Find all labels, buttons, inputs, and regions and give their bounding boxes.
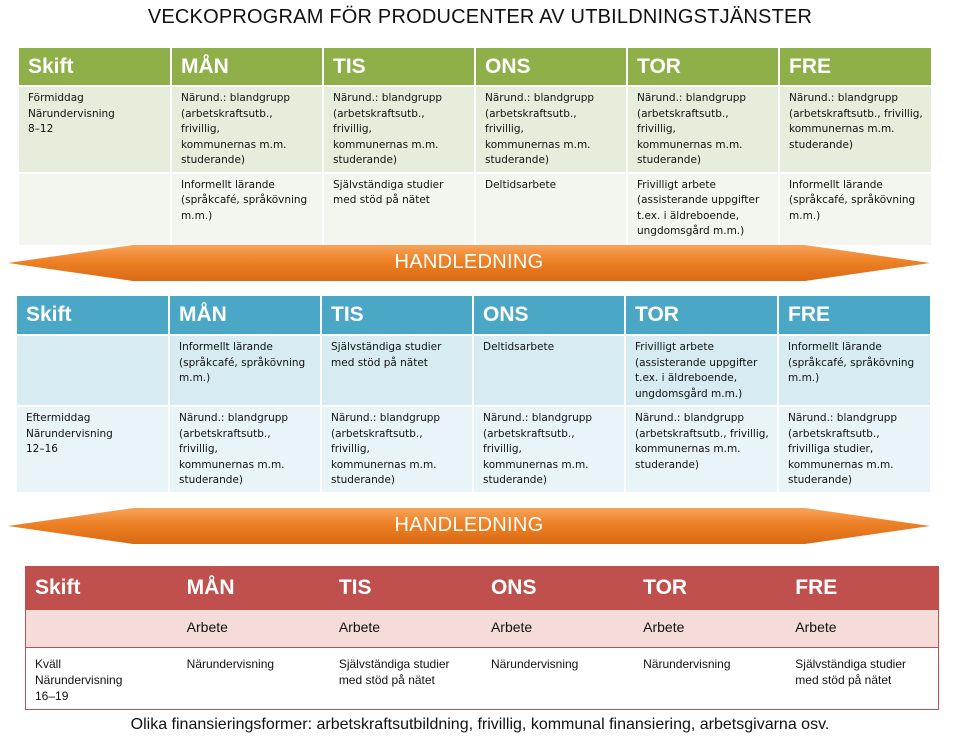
cell-wed: Närundervisning <box>482 648 634 710</box>
shift-label <box>19 173 171 245</box>
header-shift: Skift <box>17 296 169 335</box>
arrow-label: HANDLEDNING <box>394 251 544 273</box>
cell-wed: Närund.: blandgrupp (arbetskraftsutb., frivillig, kommunernas m.m. studerande) <box>475 86 627 173</box>
cell-thu: Frivilligt arbete (assisterande uppgifter t.ex. i äldreboende, ungdomsgård m.m.) <box>627 173 779 245</box>
cell-tue: Självständiga studier med stöd på nätet <box>330 648 482 710</box>
header-wed: ONS <box>475 48 627 86</box>
header-row <box>19 48 932 86</box>
header-thu: TOR <box>634 567 786 610</box>
header-mon: MÅN <box>171 48 323 86</box>
cell-thu: Närundervisning <box>634 648 786 710</box>
header-thu: TOR <box>627 48 779 86</box>
cell-tue: Närund.: blandgrupp (arbetskraftsutb., frivillig, kommunernas m.m. studerande) <box>321 406 473 492</box>
morning-row-class <box>19 86 932 173</box>
cell-mon: Närundervisning <box>178 648 330 710</box>
cell-thu: Arbete <box>634 610 786 648</box>
cell-fri: Självständiga studier med stöd på nätet <box>786 648 938 710</box>
header-mon: MÅN <box>178 567 330 610</box>
header-tue: TIS <box>330 567 482 610</box>
cell-mon: Informellt lärande (språkcafé, språkövning m.m.) <box>171 173 323 245</box>
shift-label <box>17 335 169 406</box>
evening-schedule-table <box>25 566 939 710</box>
cell-wed: Deltidsarbete <box>473 335 625 406</box>
shift-label: Kväll Närundervisning 16–19 <box>26 648 178 710</box>
cell-wed: Deltidsarbete <box>475 173 627 245</box>
header-fri: FRE <box>779 48 932 86</box>
cell-fri: Närund.: blandgrupp (arbetskraftsutb., frivilliga studier, kommunernas m.m. studerande) <box>778 406 931 492</box>
financing-footnote: Olika finansieringsformer: arbetskraftsutbildning, frivillig, kommunal finansiering, arbetsgivarna osv. <box>130 716 830 733</box>
header-row <box>26 567 939 610</box>
header-tue: TIS <box>321 296 473 335</box>
header-fri: FRE <box>778 296 931 335</box>
cell-thu: Frivilligt arbete (assisterande uppgifter t.ex. i äldreboende, ungdomsgård m.m.) <box>625 335 778 406</box>
cell-tue: Självständiga studier med stöd på nätet <box>323 173 475 245</box>
cell-mon: Närund.: blandgrupp (arbetskraftsutb., frivillig, kommunernas m.m. studerande) <box>171 86 323 173</box>
handledning-arrow-1 <box>8 244 930 282</box>
evening-row-work <box>26 610 939 648</box>
shift-label: Eftermiddag Närundervisning 12–16 <box>17 406 169 492</box>
header-row <box>17 296 931 335</box>
afternoon-schedule-table <box>17 296 932 492</box>
cell-wed: Arbete <box>482 610 634 648</box>
morning-schedule-table <box>19 48 933 245</box>
cell-thu: Närund.: blandgrupp (arbetskraftsutb., frivillig, kommunernas m.m. studerande) <box>625 406 778 492</box>
shift-label <box>26 610 178 648</box>
header-fri: FRE <box>786 567 938 610</box>
cell-mon: Arbete <box>178 610 330 648</box>
cell-mon: Närund.: blandgrupp (arbetskraftsutb., frivillig, kommunernas m.m. studerande) <box>169 406 321 492</box>
header-thu: TOR <box>625 296 778 335</box>
cell-tue: Arbete <box>330 610 482 648</box>
cell-fri: Närund.: blandgrupp (arbetskraftsutb., frivillig, kommunernas m.m. studerande) <box>779 86 932 173</box>
page-title: VECKOPROGRAM FÖR PRODUCENTER AV UTBILDNINGSTJÄNSTER <box>147 6 813 28</box>
cell-wed: Närund.: blandgrupp (arbetskraftsutb., frivillig, kommunernas m.m. studerande) <box>473 406 625 492</box>
header-mon: MÅN <box>169 296 321 335</box>
header-shift: Skift <box>19 48 171 86</box>
header-shift: Skift <box>26 567 178 610</box>
cell-mon: Informellt lärande (språkcafé, språkövning m.m.) <box>169 335 321 406</box>
cell-fri: Arbete <box>786 610 938 648</box>
cell-fri: Informellt lärande (språkcafé, språkövning m.m.) <box>778 335 931 406</box>
afternoon-row-class <box>17 406 931 492</box>
header-tue: TIS <box>323 48 475 86</box>
evening-row-class <box>26 648 939 710</box>
shift-label: Förmiddag Närundervisning 8–12 <box>19 86 171 173</box>
cell-tue: Närund.: blandgrupp (arbetskraftsutb., frivillig, kommunernas m.m. studerande) <box>323 86 475 173</box>
cell-thu: Närund.: blandgrupp (arbetskraftsutb., frivillig, kommunernas m.m. studerande) <box>627 86 779 173</box>
header-wed: ONS <box>473 296 625 335</box>
cell-fri: Informellt lärande (språkcafé, språkövning m.m.) <box>779 173 932 245</box>
afternoon-row-activity <box>17 335 931 406</box>
handledning-arrow-2 <box>8 507 930 545</box>
header-wed: ONS <box>482 567 634 610</box>
cell-tue: Självständiga studier med stöd på nätet <box>321 335 473 406</box>
arrow-label: HANDLEDNING <box>394 514 544 536</box>
morning-row-activity <box>19 173 932 245</box>
